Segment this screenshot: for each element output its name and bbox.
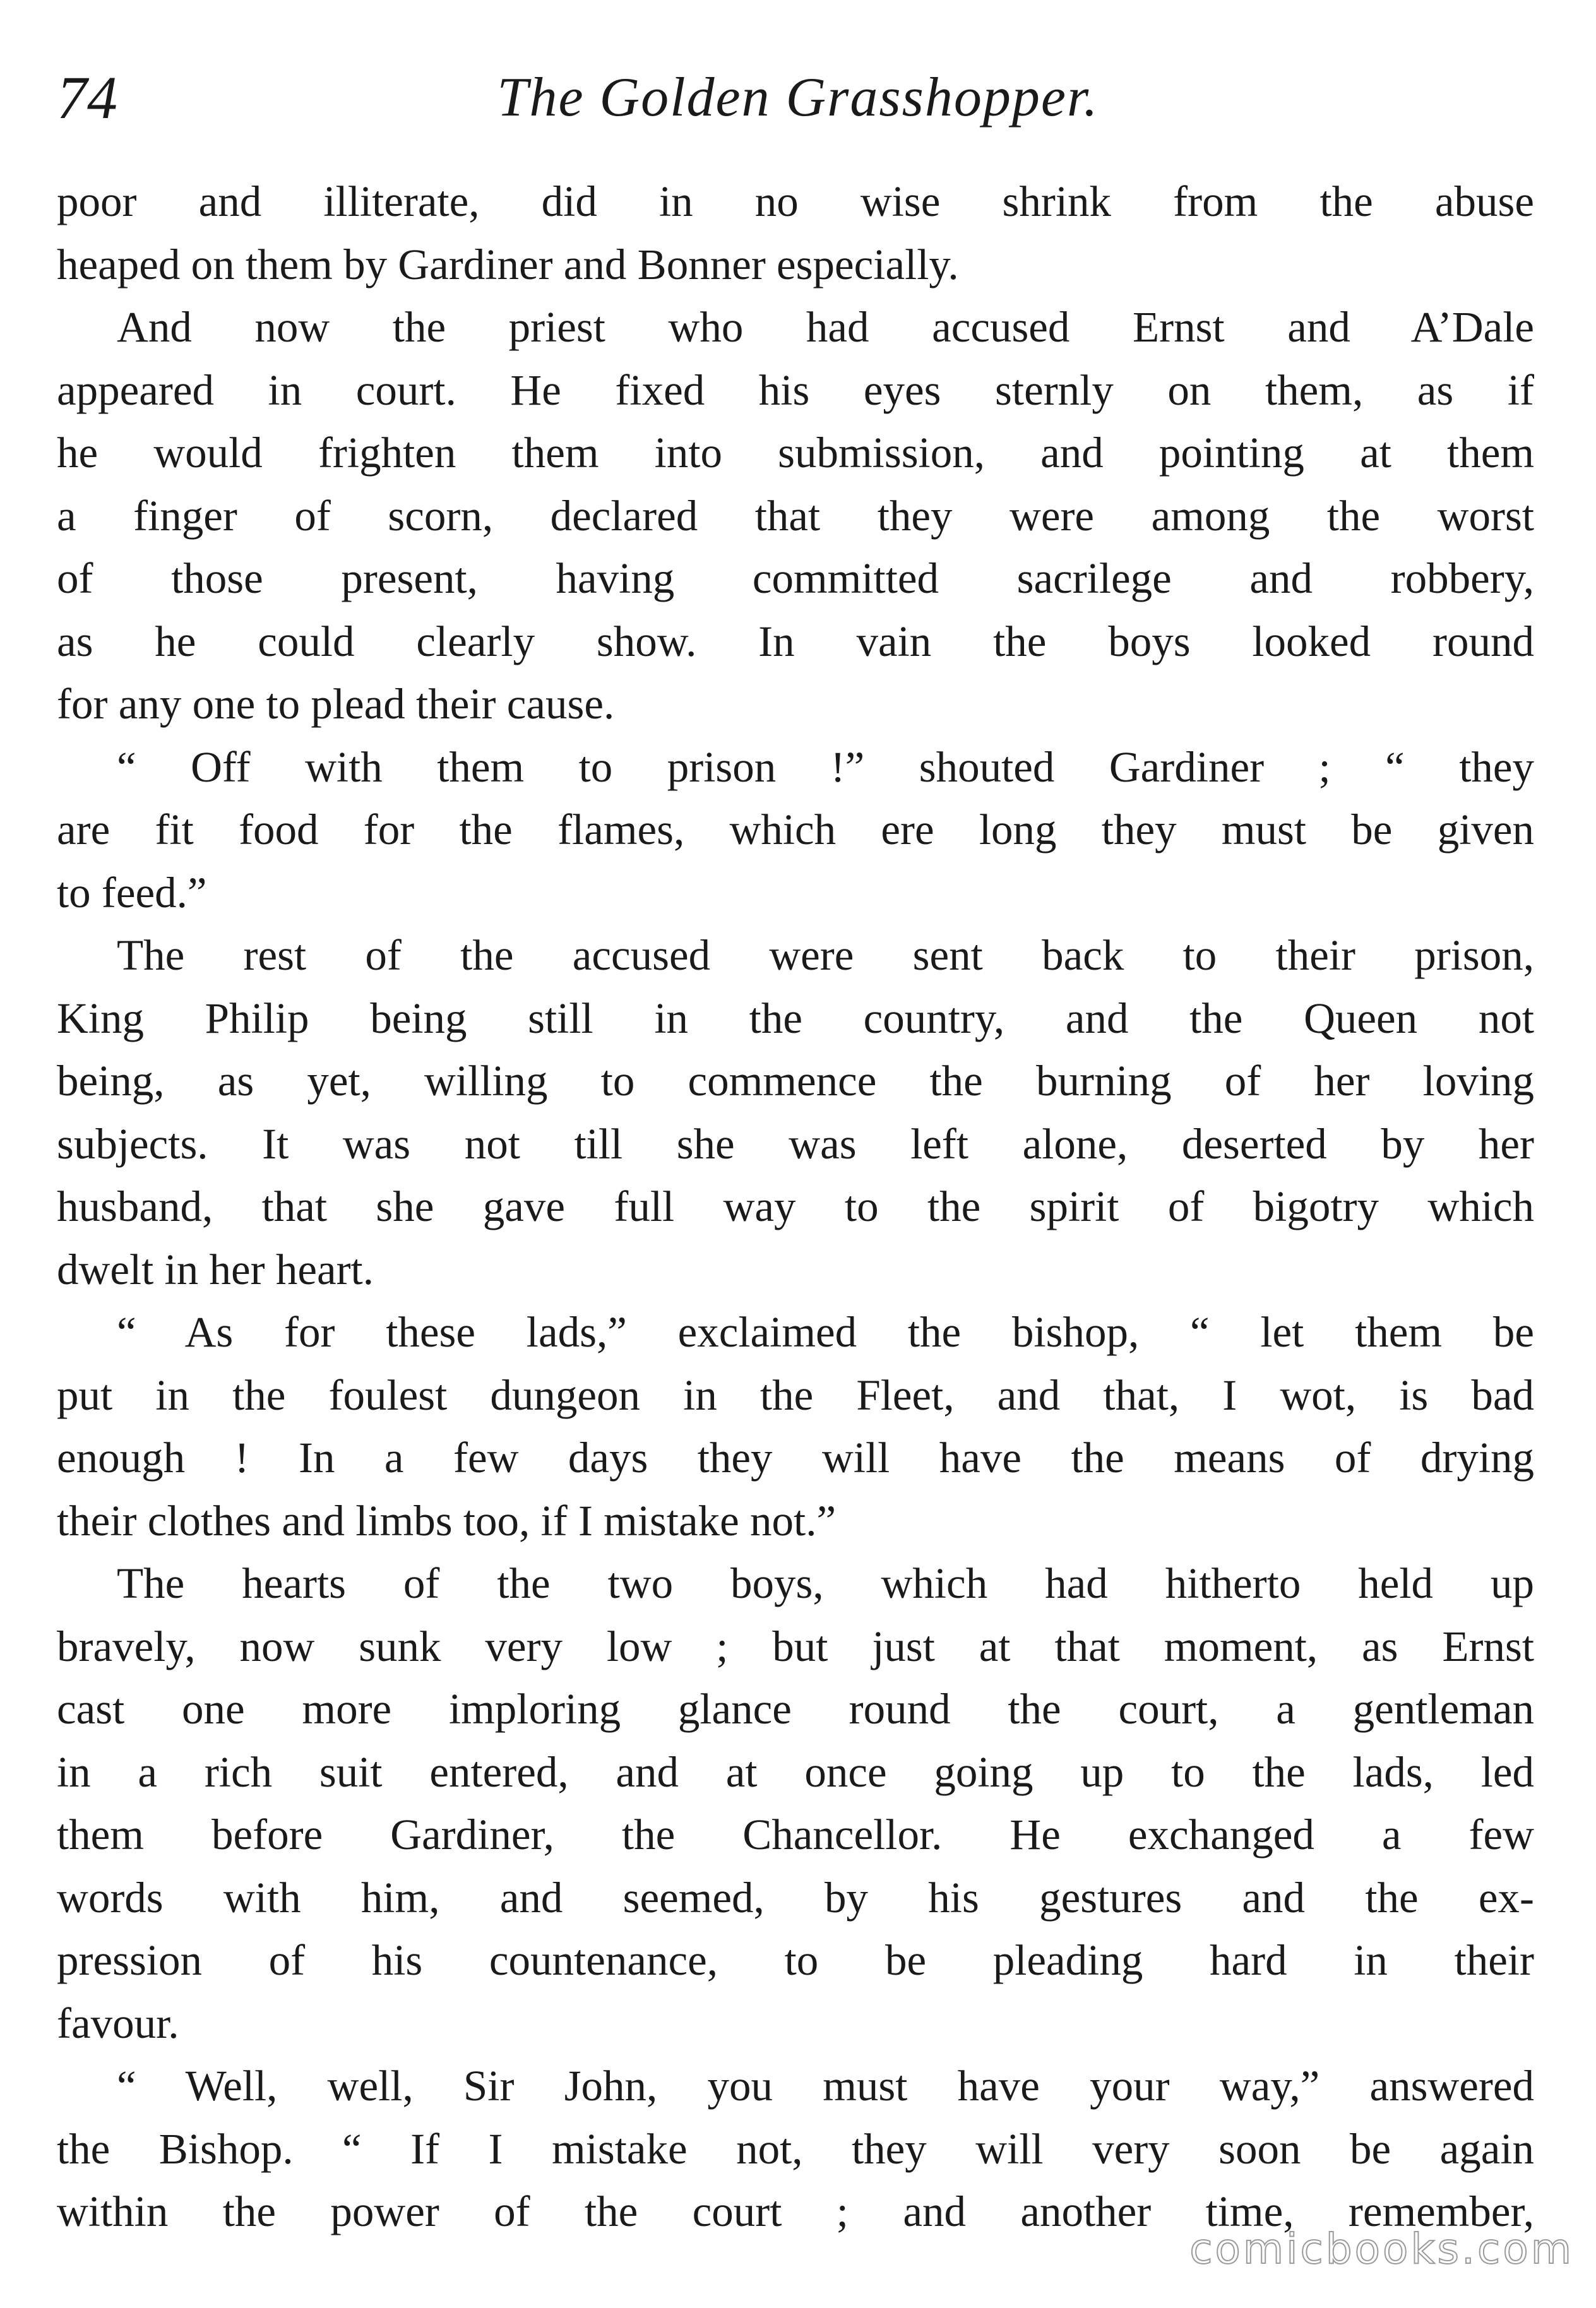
text-line: are fit food for the flames, which ere long they must be given xyxy=(57,806,1534,854)
text-line: enough ! In a few days they will have the means of drying xyxy=(57,1434,1534,1482)
text-line: The rest of the accused were sent back to their prison, xyxy=(117,931,1534,979)
text-line: to feed.” xyxy=(57,868,207,917)
text-line: cast one more imploring glance round the court, a gentleman xyxy=(57,1685,1534,1733)
text-line: within the power of the court ; and another time, remember, xyxy=(57,2187,1534,2235)
text-line: the Bishop. “ If I mistake not, they will very soon be again xyxy=(57,2124,1534,2173)
text-line: pression of his countenance, to be pleading hard in their xyxy=(57,1936,1534,1984)
page-number: 74 xyxy=(57,64,117,131)
running-head xyxy=(57,60,1539,136)
text-line: a finger of scorn, declared that they were among the worst xyxy=(57,491,1534,540)
text-line: And now the priest who had accused Ernst and A’Dale xyxy=(117,303,1534,351)
text-line: them before Gardiner, the Chancellor. He exchanged a few xyxy=(57,1811,1534,1859)
text-line: King Philip being still in the country, and the Queen not xyxy=(57,994,1534,1042)
text-line: for any one to plead their cause. xyxy=(57,680,615,728)
text-line: “ Well, well, Sir John, you must have your way,” answered xyxy=(117,2062,1534,2110)
text-line: he would frighten them into submission, and pointing at them xyxy=(57,429,1534,477)
text-line: their clothes and limbs too, if I mistake not.” xyxy=(57,1496,837,1545)
text-line: of those present, having committed sacrilege and robbery, xyxy=(57,554,1534,602)
text-line: put in the foulest dungeon in the Fleet, and that, I wot, is bad xyxy=(57,1371,1534,1419)
text-line: bravely, now sunk very low ; but just at that moment, as Ernst xyxy=(57,1622,1534,1670)
text-line: as he could clearly show. In vain the boys looked round xyxy=(57,617,1534,665)
text-line: favour. xyxy=(57,1999,179,2047)
watermark-logo: comicbooks.com xyxy=(1189,2225,1574,2273)
text-line: “ As for these lads,” exclaimed the bishop, “ let them be xyxy=(117,1308,1534,1356)
text-line: words with him, and seemed, by his gestures and the ex- xyxy=(57,1873,1534,1922)
text-line: in a rich suit entered, and at once going up to the lads, led xyxy=(57,1747,1534,1796)
text-line: poor and illiterate, did in no wise shrink from the abuse xyxy=(57,177,1534,225)
book-title: The Golden Grasshopper. xyxy=(497,67,1099,128)
text-line: “ Off with them to prison !” shouted Gardiner ; “ they xyxy=(117,742,1534,791)
text-line: being, as yet, willing to commence the burning of her loving xyxy=(57,1057,1534,1105)
text-line: dwelt in her heart. xyxy=(57,1245,374,1294)
text-line: appeared in court. He fixed his eyes sternly on them, as if xyxy=(57,366,1534,414)
text-line: husband, that she gave full way to the spirit of bigotry which xyxy=(57,1182,1534,1230)
text-body xyxy=(57,170,1534,2244)
text-line: subjects. It was not till she was left alone, deserted by her xyxy=(57,1119,1534,1168)
text-line: The hearts of the two boys, which had hitherto held up xyxy=(117,1559,1534,1607)
text-line: heaped on them by Gardiner and Bonner especially. xyxy=(57,240,959,288)
